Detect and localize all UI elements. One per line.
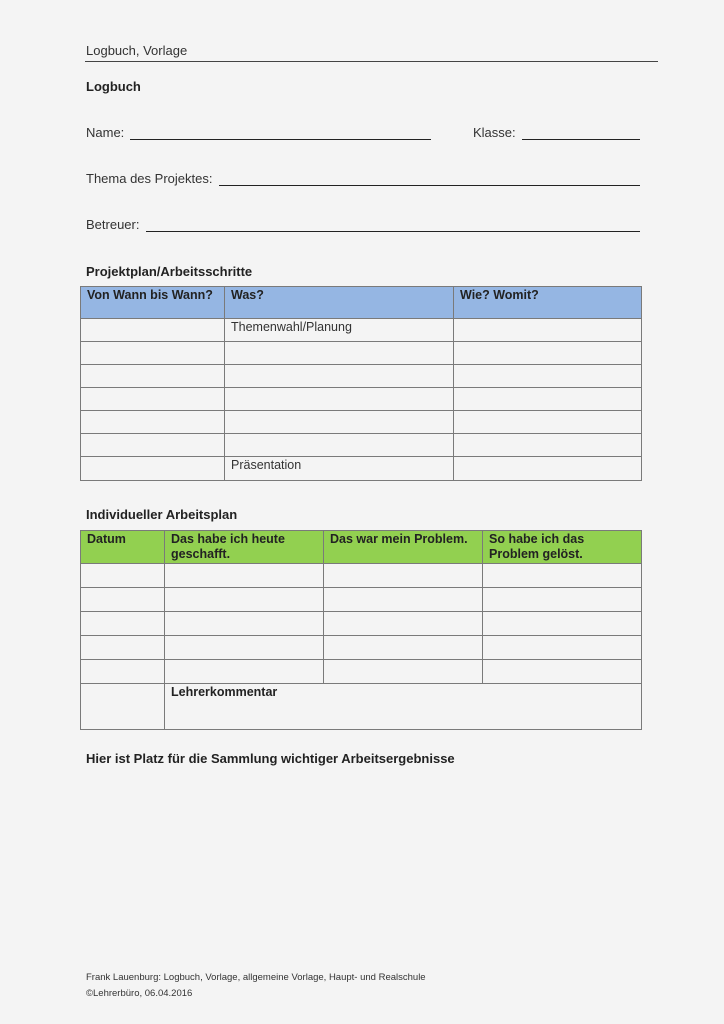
header-rule	[85, 61, 658, 62]
table-cell[interactable]	[81, 342, 225, 365]
arbeitsplan-header-geloest: So habe ich das Problem gelöst.	[483, 531, 642, 564]
table-row	[81, 411, 642, 434]
thema-label: Thema des Projektes:	[86, 171, 213, 186]
table-cell[interactable]	[81, 612, 165, 636]
table-cell[interactable]	[324, 588, 483, 612]
table-cell[interactable]	[483, 564, 642, 588]
footer	[86, 970, 426, 1002]
table-cell[interactable]	[81, 588, 165, 612]
table-cell[interactable]	[454, 342, 642, 365]
projektplan-title: Projektplan/Arbeitsschritte	[86, 264, 253, 279]
table-row	[81, 319, 642, 342]
table-cell[interactable]	[225, 342, 454, 365]
table-cell[interactable]: Themenwahl/Planung	[225, 319, 454, 342]
table-row	[81, 457, 642, 481]
table-cell[interactable]	[225, 411, 454, 434]
table-cell[interactable]	[454, 434, 642, 457]
table-cell[interactable]	[225, 434, 454, 457]
document-title: Logbuch	[86, 79, 141, 94]
arbeitsplan-header-row	[81, 531, 642, 564]
table-row	[81, 434, 642, 457]
betreuer-label: Betreuer:	[86, 217, 140, 232]
sammlung-title: Hier ist Platz für die Sammlung wichtiger Arbeitsergebnisse	[86, 751, 455, 766]
table-cell[interactable]	[324, 660, 483, 684]
table-cell[interactable]	[454, 457, 642, 481]
table-cell[interactable]	[454, 388, 642, 411]
projektplan-header-wie-womit: Wie? Womit?	[454, 287, 642, 319]
table-row	[81, 564, 642, 588]
table-cell[interactable]	[165, 612, 324, 636]
klasse-label: Klasse:	[473, 125, 516, 140]
name-label: Name:	[86, 125, 125, 140]
table-cell[interactable]	[165, 636, 324, 660]
table-row	[81, 342, 642, 365]
comment-blank-cell	[81, 684, 165, 730]
table-cell[interactable]	[483, 612, 642, 636]
table-row	[81, 636, 642, 660]
arbeitsplan-header-problem: Das war mein Problem.	[324, 531, 483, 564]
table-cell[interactable]	[81, 388, 225, 411]
table-cell[interactable]	[225, 388, 454, 411]
projektplan-header-von-wann: Von Wann bis Wann?	[81, 287, 225, 319]
footer-line-1: Frank Lauenburg: Logbuch, Vorlage, allgemeine Vorlage, Haupt- und Realschule	[86, 972, 426, 983]
betreuer-field-line[interactable]	[146, 231, 640, 232]
table-cell[interactable]	[225, 365, 454, 388]
name-field-line[interactable]	[130, 139, 431, 140]
table-cell[interactable]	[483, 636, 642, 660]
table-cell[interactable]	[324, 612, 483, 636]
arbeitsplan-header-datum: Datum	[81, 531, 165, 564]
arbeitsplan-table	[80, 530, 642, 730]
table-cell[interactable]	[81, 365, 225, 388]
table-cell[interactable]	[454, 365, 642, 388]
thema-field-line[interactable]	[219, 185, 640, 186]
klasse-field-line[interactable]	[522, 139, 640, 140]
table-row	[81, 365, 642, 388]
table-cell[interactable]	[324, 636, 483, 660]
arbeitsplan-title: Individueller Arbeitsplan	[86, 507, 238, 522]
table-cell[interactable]	[454, 319, 642, 342]
table-cell[interactable]	[81, 660, 165, 684]
footer-line-2: ©Lehrerbüro, 06.04.2016	[86, 988, 193, 999]
table-cell[interactable]	[81, 411, 225, 434]
table-cell[interactable]	[81, 564, 165, 588]
table-cell[interactable]	[81, 457, 225, 481]
arbeitsplan-header-geschafft: Das habe ich heute geschafft.	[165, 531, 324, 564]
table-cell[interactable]	[81, 434, 225, 457]
table-row	[81, 660, 642, 684]
projektplan-table	[80, 286, 642, 481]
lehrerkommentar-cell[interactable]	[165, 684, 642, 730]
projektplan-header-was: Was?	[225, 287, 454, 319]
table-cell[interactable]	[483, 660, 642, 684]
table-cell[interactable]	[165, 660, 324, 684]
table-cell[interactable]	[454, 411, 642, 434]
table-row	[81, 588, 642, 612]
lehrerkommentar-label: Lehrerkommentar	[171, 685, 278, 699]
table-row	[81, 612, 642, 636]
projektplan-header-row	[81, 287, 642, 319]
table-cell[interactable]	[324, 564, 483, 588]
comment-row	[81, 684, 642, 730]
table-cell[interactable]	[165, 564, 324, 588]
table-cell[interactable]	[165, 588, 324, 612]
table-row	[81, 388, 642, 411]
table-cell[interactable]: Präsentation	[225, 457, 454, 481]
table-cell[interactable]	[81, 319, 225, 342]
header-title: Logbuch, Vorlage	[86, 43, 188, 58]
table-cell[interactable]	[81, 636, 165, 660]
table-cell[interactable]	[483, 588, 642, 612]
